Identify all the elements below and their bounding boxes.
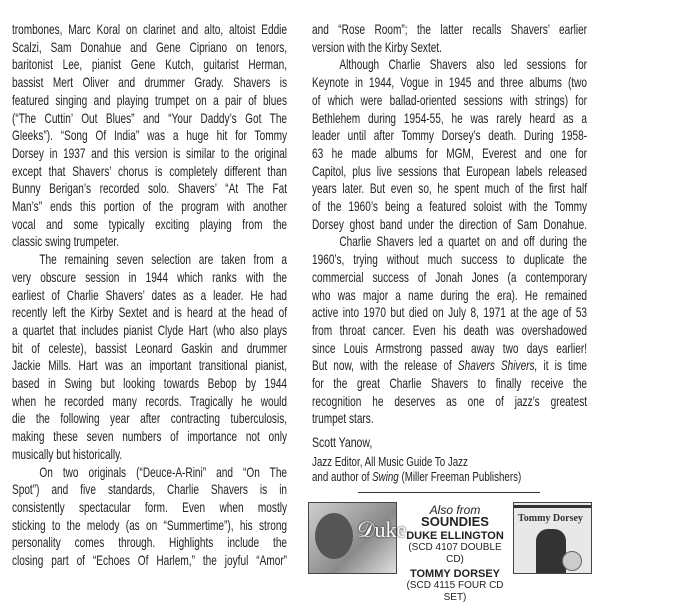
text-line-content: since Louis Armstrong passed away two days earlier!	[312, 339, 588, 356]
text-line-content: 63 he made albums for MGM, Everest and one for	[312, 144, 588, 161]
author-title: Jazz Editor, All Music Guide To Jazz	[312, 454, 468, 469]
text-line-content: Although Charlie Shavers also led sessions for	[339, 56, 588, 73]
text-line-content: baritonist Lee, pianist Gene Kutch, guitarist Herman,	[12, 56, 288, 73]
text-line	[312, 303, 694, 321]
text-line-content: trombones, Marc Koral on clarinet and alto, altoist Eddie	[12, 21, 288, 37]
text-line-content: leader until after Tommy Dorsey’s death. During 1958-	[312, 127, 588, 144]
text-line-content: years later. But even so, he spent much of the first half	[312, 180, 588, 197]
also-from-block	[400, 504, 510, 604]
label-name: SOUNDIES	[421, 514, 489, 529]
text-line	[312, 374, 694, 392]
text-line	[312, 392, 694, 410]
text-line	[312, 73, 694, 91]
cover-band	[514, 505, 591, 508]
text-line-content: 1960’s, trying without much success to duplicate the	[312, 251, 588, 268]
text-line-content: Capitol, plus live sessions that European labels released	[312, 162, 588, 179]
author-credit	[312, 469, 521, 484]
text-line-content: featured singing and playing trumpet on a pair of blues	[12, 91, 288, 108]
text-line-content: and “Rose Room”; the latter recalls Shavers’ earlier	[312, 21, 588, 37]
text-line	[312, 339, 694, 357]
text-line-content: active into 1970 but died on July 8, 1971 at the age of 53	[312, 304, 588, 321]
text-line-content: closing part of “Echoes Of Harlem,” the joyful “Amor”	[12, 552, 288, 568]
text-line	[312, 356, 694, 374]
text-line	[312, 162, 694, 180]
text-line-content	[312, 356, 587, 374]
text-line	[312, 109, 694, 127]
badge-shape	[562, 551, 582, 571]
text-line-content: from throat cancer. Even his death was overshadowed	[312, 321, 588, 338]
dorsey-logo: Tommy Dorsey	[518, 513, 583, 524]
release-artist: TOMMY DORSEY	[409, 568, 501, 580]
text-line-content: The remaining seven selection are taken from a	[39, 251, 288, 268]
text-line-content: personality comes through. Highlights include the	[12, 534, 288, 551]
release-catalog: (SCD 4107 DOUBLE CD)	[408, 542, 502, 565]
text-line-content: die the following year after contracting tuberculosis,	[12, 410, 288, 427]
italic-title: Shavers Shivers,	[457, 357, 538, 374]
text-line-content: Bunny Berigan’s recorded solo. Shavers’ “At The Fat	[12, 180, 288, 197]
text-line-content: trumpet stars.	[312, 410, 374, 427]
text-line-content: Scalzi, Sam Donahue and Gene Cipriano on tenors,	[12, 38, 288, 55]
tommy-dorsey-cover-image	[513, 502, 592, 574]
book-title: Swing	[372, 469, 399, 484]
text-line	[312, 197, 694, 215]
duke-ellington-cover-image	[308, 502, 407, 574]
text-line-content: bassist Mert Oliver and drummer Grady. Shavers is	[12, 74, 288, 91]
text-line	[312, 91, 694, 109]
text-line-content: Charlie Shavers led a quartet on and off during the	[339, 233, 588, 250]
text-line-content: recognition he deserves as one of jazz’s greatest	[312, 392, 588, 409]
text-line	[312, 144, 694, 162]
text-line-content: Man’s” ends this portion of the program with another	[12, 198, 288, 214]
duke-logo: 𝒟uke	[357, 517, 407, 542]
text-line-content: based in Swing but looking towards Bebop by 1944	[12, 375, 288, 391]
text-line-content: Keynote in 1944, Vogue in 1945 and three albums (two	[312, 74, 588, 91]
text-line	[312, 55, 694, 73]
text-line	[312, 38, 694, 56]
text-line-content: Jackie Mills. Hart was an important transitional pianist,	[12, 357, 288, 374]
text-line	[312, 20, 694, 38]
divider	[358, 492, 540, 493]
text-line	[312, 409, 694, 427]
text-line-content: making these seven numbers of importance not only	[12, 428, 288, 445]
text-line-content: a quartet that includes pianist Clyde Hart (who also plays	[12, 321, 288, 338]
text-line-content: sticking to the melody (as on “Summertime”), his strong	[12, 516, 288, 533]
text-line-content: Dorsey ghost band under the direction of Sam Donahue.	[312, 215, 588, 232]
text-line-content: (“The Cuttin’ Out Blues” and “Your Daddy’s Got The	[12, 109, 288, 126]
text-line-content: Dorsey in 1937 and this version is similar to the original	[12, 144, 288, 161]
text-line	[312, 250, 694, 268]
release-catalog: (SCD 4115 FOUR CD SET)	[406, 580, 504, 603]
text-line-content: Spot”) and five standards, Charlie Shavers is in	[12, 481, 288, 498]
text-line	[312, 126, 694, 144]
release-artist: DUKE ELLINGTON	[406, 530, 504, 542]
text-line-content: except that Shavers’ chorus is completely different than	[12, 162, 288, 179]
author-name: Scott Yanow,	[312, 434, 373, 450]
text-line-content: for the great Charlie Shavers to finally receive the	[312, 375, 588, 391]
text-line	[312, 321, 694, 339]
text-segment: it is time	[537, 357, 588, 374]
text-line-content: earliest of Charlie Shavers’ dates as a leader. He had	[12, 286, 288, 303]
portrait-shape	[536, 529, 566, 573]
portrait-shape	[315, 513, 353, 559]
text-line	[312, 232, 694, 250]
text-line-content: classic swing trumpeter.	[12, 233, 119, 250]
text-line	[312, 215, 694, 233]
text-line	[312, 286, 694, 304]
text-line-content: Gleeks”). “Song Of India” was a huge hit for Tommy	[12, 127, 288, 144]
text-line	[312, 268, 694, 286]
text-line-content: of the 1960’s being a featured soloist with the Tommy	[312, 198, 588, 214]
text-line-content: vocal and some typically exciting playing from the	[12, 215, 288, 232]
text-segment: But now, with the release of	[312, 357, 458, 374]
text-line-content: recently left the Kirby Sextet and is heard at the head of	[12, 304, 288, 321]
text-line-content: On two originals (“Deuce-A-Rini” and “On The	[39, 463, 288, 480]
publisher: (Miller Freeman Publishers)	[398, 469, 522, 484]
author-prefix: and author of	[312, 469, 373, 484]
also-from-heading: Also from	[429, 503, 481, 517]
text-line-content: consistently spectacular form. Even when mostly	[12, 498, 288, 515]
text-line-content: bit of celeste), bassist Leonard Gaskin and drummer	[12, 339, 288, 356]
text-line-content: Bethlehem during 1954-55, he was rarely heard as a	[312, 109, 588, 126]
text-line-content: version with the Kirby Sextet.	[312, 38, 442, 55]
text-line-content: who was major a name during the era). He remained	[312, 286, 588, 303]
text-line-content: when he recorded many records. Tragically he would	[12, 392, 288, 409]
text-line-content: very obscure session in 1944 which ranks with the	[12, 268, 288, 285]
text-line-content: of which were ballad-oriented sessions with strings) for	[312, 91, 588, 108]
text-line-content: musically but historically.	[12, 445, 123, 462]
text-line	[312, 179, 694, 197]
text-line-content: commercial success of Jonah Jones (a contemporary	[312, 268, 588, 285]
